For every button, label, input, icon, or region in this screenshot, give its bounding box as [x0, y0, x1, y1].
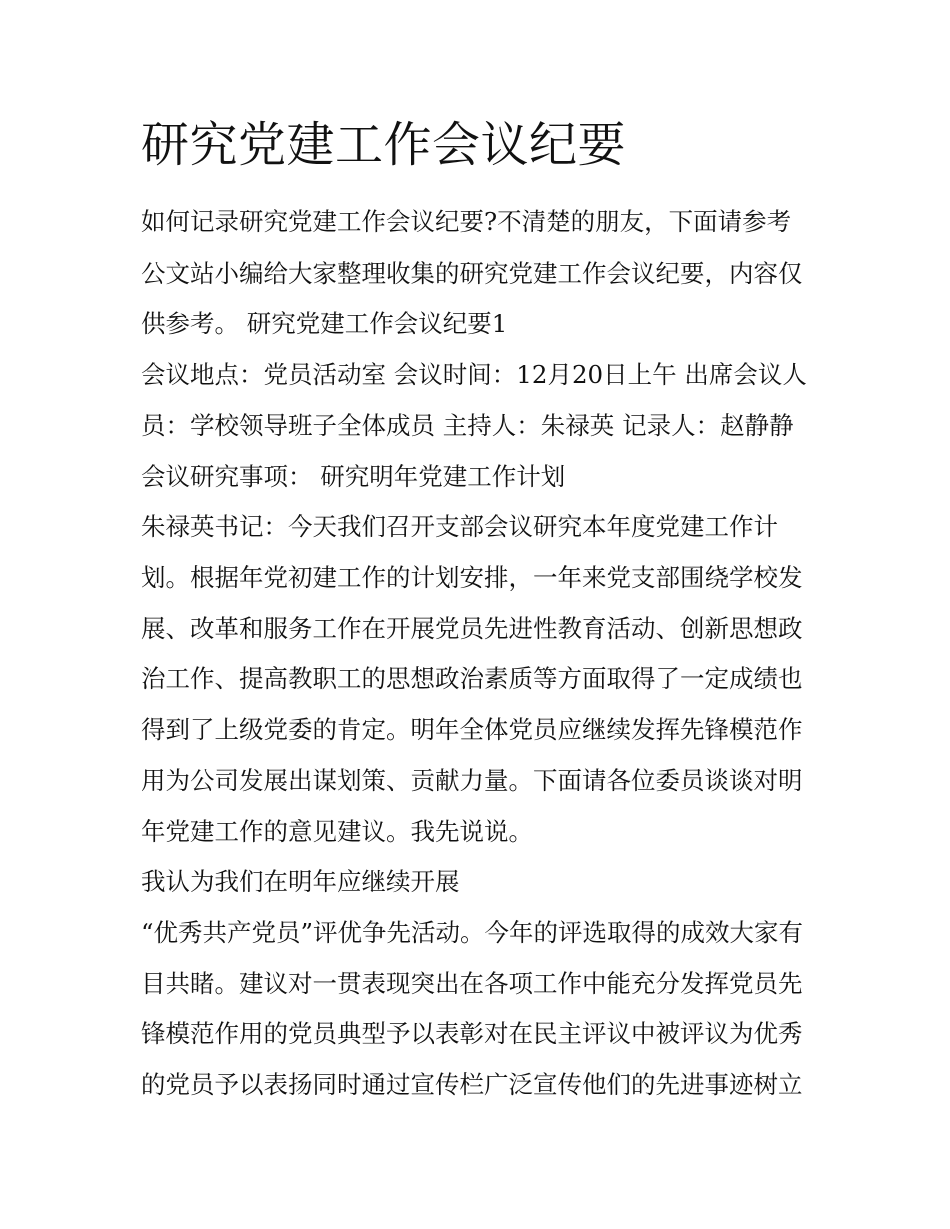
text-line: “优秀共产党员”评优争先活动。今年的评选取得的成效大家有 [141, 918, 804, 947]
text-line: 用为公司发展出谋划策、贡献力量。下面请各位委员谈谈对明 [141, 766, 803, 795]
text-line: 目共睹。建议对一贯表现突出在各项工作中能充分发挥党员先 [141, 969, 803, 998]
document-title: 研究党建工作会议纪要 [141, 117, 627, 173]
text-line: 得到了上级党委的肯定。明年全体党员应继续发挥先锋模范作 [141, 715, 803, 744]
text-line: 朱禄英书记：今天我们召开支部会议研究本年度党建工作计 [141, 512, 778, 541]
text-line: 供参考。 研究党建工作会议纪要1 [141, 309, 508, 338]
text-line: 我认为我们在明年应继续开展 [141, 867, 460, 896]
text-line: 如何记录研究党建工作会议纪要?不清楚的朋友，下面请参考 [141, 207, 792, 236]
text-line: 治工作、提高教职工的思想政治素质等方面取得了一定成绩也 [141, 664, 803, 693]
text-line: 展、改革和服务工作在开展党员先进性教育活动、创新思想政 [141, 614, 803, 643]
text-line: 年党建工作的意见建议。我先说说。 [141, 817, 533, 846]
text-line: 锋模范作用的党员典型予以表彰对在民主评议中被评议为优秀 [141, 1019, 803, 1048]
text-line: 会议地点：党员活动室 会议时间：12月20日上午 出席会议人 [141, 360, 807, 389]
text-line: 的党员予以表扬同时通过宣传栏广泛宣传他们的先进事迹树立 [141, 1070, 803, 1099]
text-line: 员：学校领导班子全体成员 主持人：朱禄英 记录人：赵静静 [141, 411, 794, 440]
text-line: 公文站小编给大家整理收集的研究党建工作会议纪要，内容仅 [141, 259, 803, 288]
text-line: 会议研究事项： 研究明年党建工作计划 [141, 462, 566, 491]
text-line: 划。根据年党初建工作的计划安排，一年来党支部围绕学校发 [141, 563, 803, 592]
